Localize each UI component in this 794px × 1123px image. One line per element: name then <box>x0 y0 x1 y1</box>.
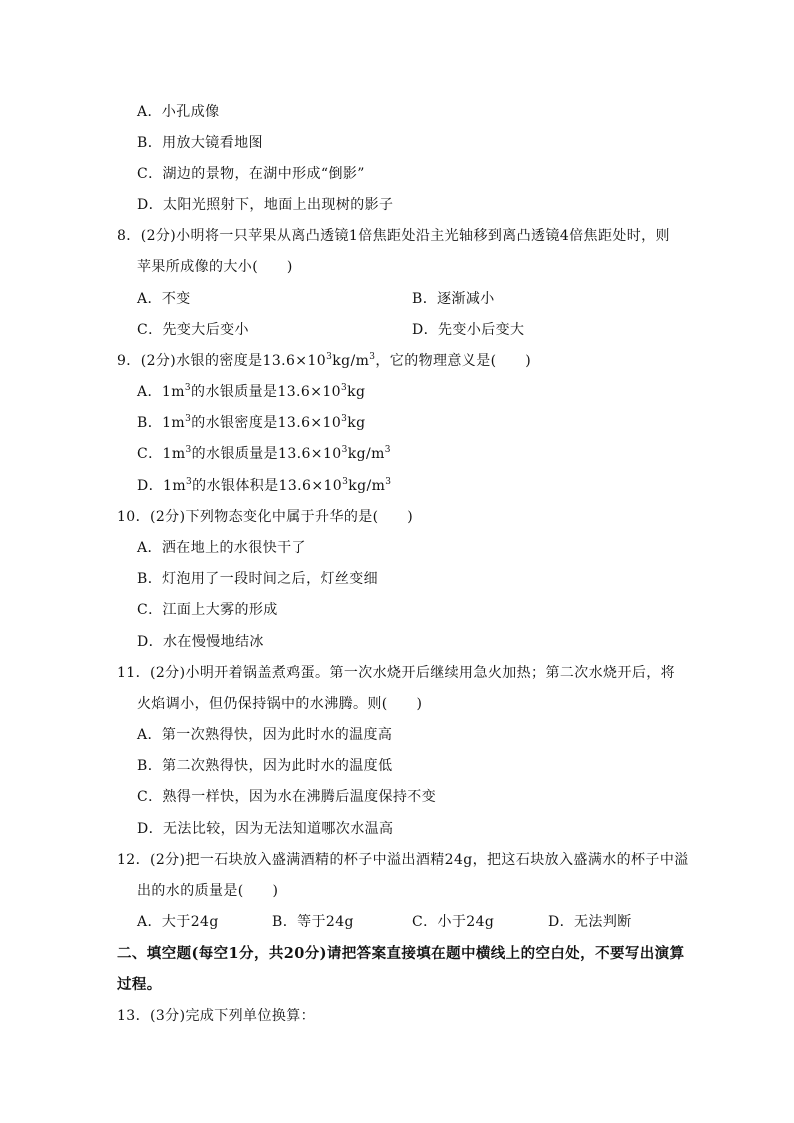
q9-c-exp1: 3 <box>185 445 192 455</box>
q9-b-mid: 的水银密度是13.6×10 <box>191 415 342 431</box>
section2-heading-line1: 二、填空题(每空1分，共20分)请把答案直接填在题中横线上的空白处，不要写出演算 <box>117 945 685 962</box>
q9-d-exp3: 3 <box>385 477 392 487</box>
q8-option-c: C．先变大后变小 <box>137 322 249 338</box>
q10-option-c: C．江面上大雾的形成 <box>137 602 278 618</box>
q9-d-exp1: 3 <box>186 477 193 487</box>
q10-option-d: D．水在慢慢地结冰 <box>137 634 264 650</box>
q8-stem-line1: 8．(2分)小明将一只苹果从离凸透镜1倍焦距处沿主光轴移到离凸透镜4倍焦距处时，则 <box>117 228 670 244</box>
q9-b-pre: B．1m <box>137 415 186 431</box>
q7-option-b: B．用放大镜看地图 <box>137 135 263 151</box>
q13-stem: 13．(3分)完成下列单位换算： <box>117 1008 316 1024</box>
q8-option-b: B．逐渐减小 <box>412 291 495 307</box>
q9-a-post: kg <box>347 384 366 400</box>
q9-d-post: kg/m <box>348 478 386 494</box>
q12-option-c: C．小于24g <box>412 914 495 930</box>
q9-c-post: kg/m <box>347 446 385 462</box>
q12-option-b: B．等于24g <box>272 914 354 930</box>
q7-option-c: C．湖边的景物，在湖中形成“倒影” <box>137 166 365 182</box>
q10-option-b: B．灯泡用了一段时间之后，灯丝变细 <box>137 571 379 587</box>
q9-stem-post: ，它的物理意义是( ) <box>375 353 532 369</box>
q9-b-exp2: 3 <box>341 414 348 424</box>
q9-c-exp2: 3 <box>341 445 348 455</box>
q9-option-d <box>137 476 391 496</box>
q11-option-d: D．无法比较，因为无法知道哪次水温高 <box>137 821 394 837</box>
q7-option-d: D．太阳光照射下，地面上出现树的影子 <box>137 197 394 213</box>
q9-stem-exp2: 3 <box>369 352 376 362</box>
q9-stem-pre: 9．(2分)水银的密度是13.6×10 <box>117 353 327 369</box>
q9-b-post: kg <box>347 415 366 431</box>
q9-b-exp1: 3 <box>185 414 192 424</box>
q9-a-pre: A．1m <box>137 384 185 400</box>
q9-a-exp2: 3 <box>340 383 348 393</box>
q9-option-a <box>137 382 365 402</box>
q9-stem-mid: kg/m <box>332 353 370 369</box>
q9-option-c <box>137 444 391 464</box>
q10-stem: 10．(2分)下列物态变化中属于升华的是( ) <box>117 509 414 525</box>
q9-c-exp3: 3 <box>384 445 391 455</box>
q9-d-pre: D．1m <box>137 478 187 494</box>
section2-heading-line2: 过程。 <box>117 976 162 993</box>
q9-c-pre: C．1m <box>137 446 186 462</box>
q12-option-a: A．大于24g <box>137 914 219 930</box>
q11-option-a: A．第一次熟得快，因为此时水的温度高 <box>137 727 393 743</box>
q11-option-c: C．熟得一样快，因为水在沸腾后温度保持不变 <box>137 789 437 805</box>
q12-stem-line2: 出的水的质量是( ) <box>137 883 279 899</box>
q9-d-exp2: 3 <box>342 477 349 487</box>
q10-option-a: A．洒在地上的水很快干了 <box>137 540 306 556</box>
q8-option-d: D．先变小后变大 <box>412 322 525 338</box>
q9-d-mid: 的水银体积是13.6×10 <box>192 478 343 494</box>
q9-stem <box>117 351 531 371</box>
q11-stem-line2: 火焰调小，但仍保持锅中的水沸腾。则( ) <box>137 696 423 712</box>
q11-stem-line1: 11．(2分)小明开着锅盖煮鸡蛋。第一次水烧开后继续用急火加热；第二次水烧开后，将 <box>117 665 676 681</box>
q12-option-d: D．无法判断 <box>548 914 632 930</box>
q9-c-mid: 的水银质量是13.6×10 <box>191 446 342 462</box>
q9-a-mid: 的水银质量是13.6×10 <box>191 384 341 400</box>
q8-stem-line2: 苹果所成像的大小( ) <box>137 259 293 275</box>
q9-a-exp1: 3 <box>184 383 192 393</box>
q9-stem-exp1: 3 <box>326 352 333 362</box>
q9-option-b <box>137 413 366 433</box>
q12-stem-line1: 12．(2分)把一石块放入盛满酒精的杯子中溢出酒精24g，把这石块放入盛满水的杯子中溢 <box>117 852 689 868</box>
q8-option-a: A．不变 <box>137 291 191 307</box>
q7-option-a: A．小孔成像 <box>137 104 220 120</box>
q11-option-b: B．第二次熟得快，因为此时水的温度低 <box>137 758 393 774</box>
